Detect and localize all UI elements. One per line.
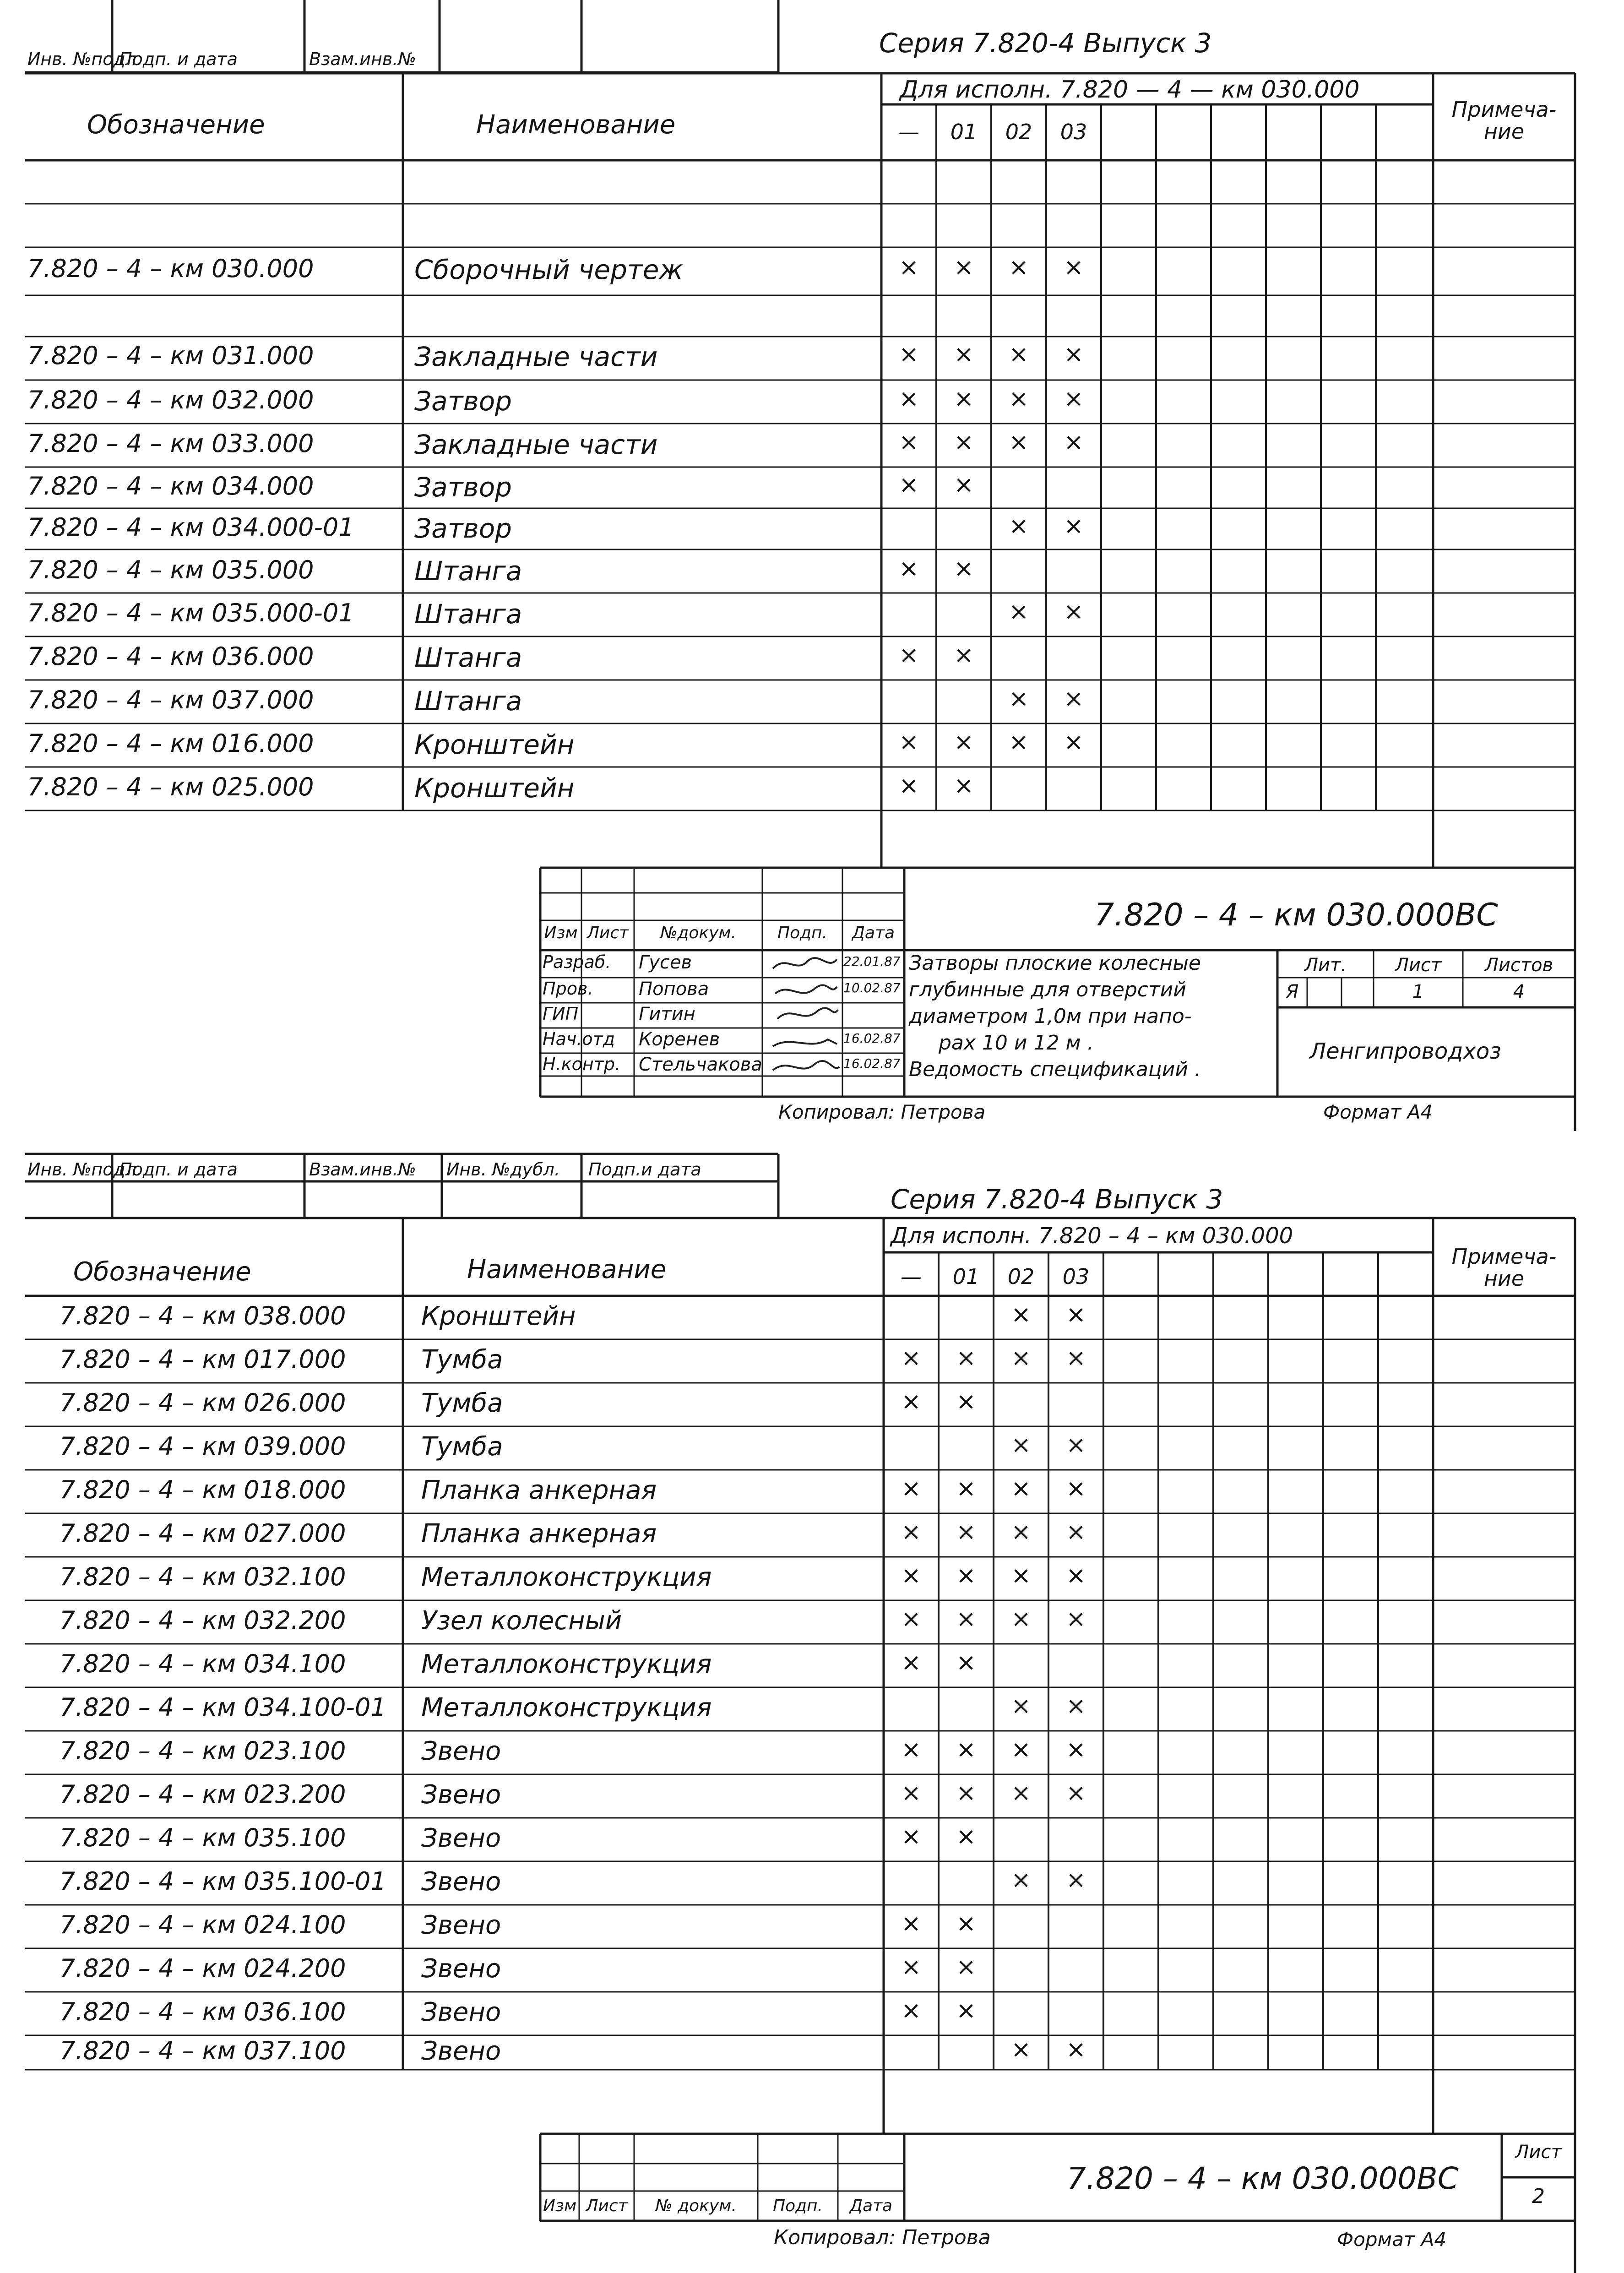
row-name: Звено — [421, 1780, 501, 1810]
row-code: 7.820 – 4 – км 035.100-01 — [60, 1867, 386, 1896]
row-code: 7.820 – 4 – км 018.000 — [60, 1475, 346, 1504]
tb-header-sign: Подп. — [773, 2197, 823, 2215]
exec-mark: × — [956, 1518, 976, 1546]
row-code: 7.820 – 4 – км 027.000 — [60, 1519, 346, 1548]
exec-mark: × — [901, 1823, 921, 1850]
row-name: Звено — [421, 1910, 501, 1940]
exec-col-base: — — [901, 1264, 922, 1289]
row-code: 7.820 – 4 – км 033.000 — [27, 429, 314, 458]
tb-header-izm: Изм — [543, 2197, 577, 2215]
row-name: Звено — [421, 1997, 501, 2027]
exec-mark: × — [1066, 1736, 1086, 1763]
col-name: Наименование — [476, 110, 676, 140]
exec-mark: × — [1064, 341, 1084, 368]
exec-col-01: 01 — [950, 120, 978, 144]
exec-mark: × — [899, 429, 919, 456]
stamp-vzam-inv: Взам.инв.№ — [309, 49, 416, 69]
title-line-5: Ведомость спецификаций . — [909, 1058, 1201, 1081]
exec-mark: × — [954, 429, 974, 456]
tb-lit-label: Лит. — [1304, 955, 1347, 976]
copied-by: Копировал: Петрова — [774, 2226, 991, 2249]
exec-mark: × — [1009, 254, 1029, 281]
exec-mark: × — [1064, 598, 1084, 625]
row-name: Затвор — [414, 472, 512, 503]
exec-mark: × — [1066, 1301, 1086, 1328]
row-code: 7.820 – 4 – км 034.000-01 — [27, 513, 354, 542]
row-code: 7.820 – 4 – км 032.200 — [60, 1606, 346, 1635]
exec-mark: × — [901, 1475, 921, 1502]
col-note: Примеча-ние — [1451, 1244, 1557, 1291]
exec-mark: × — [901, 1779, 921, 1807]
tb-role: Разраб. — [543, 952, 611, 972]
exec-mark: × — [956, 1475, 976, 1502]
row-name: Металлоконструкция — [421, 1693, 712, 1723]
tb-person-name: Коренев — [639, 1029, 720, 1050]
exec-mark: × — [956, 1649, 976, 1676]
exec-mark: × — [1011, 1736, 1031, 1763]
exec-mark: × — [954, 642, 974, 669]
exec-mark: × — [901, 1344, 921, 1372]
row-name: Кронштейн — [421, 1301, 576, 1331]
exec-mark: × — [956, 1736, 976, 1763]
exec-mark: × — [901, 1649, 921, 1676]
row-code: 7.820 – 4 – км 036.100 — [60, 1997, 346, 2026]
exec-mark: × — [1064, 429, 1084, 456]
exec-mark: × — [1066, 2036, 1086, 2063]
tb-person-name: Гитин — [639, 1004, 695, 1025]
exec-mark: × — [1011, 1301, 1031, 1328]
tb-role: Нач.отд — [543, 1029, 615, 1049]
tb-date: 16.02.87 — [843, 1031, 901, 1046]
tb-lit-value: Я — [1286, 981, 1299, 1002]
tb-person-name: Стельчакова — [639, 1054, 762, 1075]
exec-mark: × — [1066, 1475, 1086, 1502]
row-code: 7.820 – 4 – км 035.000-01 — [27, 598, 354, 627]
row-name: Тумба — [421, 1345, 503, 1375]
exec-col-03: 03 — [1062, 1264, 1090, 1289]
exec-col-02: 02 — [1005, 120, 1032, 144]
row-code: 7.820 – 4 – км 024.200 — [60, 1954, 346, 1983]
exec-mark: × — [1009, 341, 1029, 368]
row-code: 7.820 – 4 – км 016.000 — [27, 729, 314, 758]
exec-mark: × — [899, 642, 919, 669]
tb-header-date: Дата — [849, 2197, 893, 2215]
tb-person-name: Попова — [639, 979, 709, 1000]
row-name: Закладные части — [414, 429, 658, 460]
format-label: Формат А4 — [1323, 1101, 1433, 1123]
row-code: 7.820 – 4 – км 038.000 — [60, 1301, 346, 1330]
exec-mark: × — [1064, 729, 1084, 756]
exec-mark: × — [901, 1562, 921, 1589]
exec-mark: × — [1011, 1605, 1031, 1633]
tb-header-docnum: № докум. — [655, 2197, 737, 2215]
row-code: 7.820 – 4 – км 039.000 — [60, 1432, 346, 1461]
title-line-2: глубинные для отверстий — [909, 978, 1186, 1001]
stamp-vzam-inv: Взам.инв.№ — [309, 1159, 416, 1180]
exec-mark: × — [956, 1605, 976, 1633]
exec-mark: × — [956, 1910, 976, 1937]
exec-mark: × — [899, 772, 919, 799]
row-name: Металлоконструкция — [421, 1649, 712, 1679]
organization: Ленгипроводхоз — [1309, 1039, 1501, 1064]
tb-sheets-value: 4 — [1513, 981, 1525, 1002]
col-execution: Для исполн. 7.820 — 4 — км 030.000 — [900, 76, 1360, 103]
title-line-4: рах 10 и 12 м . — [939, 1031, 1094, 1055]
row-name: Узел колесный — [421, 1606, 622, 1636]
tb-sheet-value: 1 — [1412, 981, 1424, 1002]
exec-mark: × — [1011, 1692, 1031, 1720]
exec-col-03: 03 — [1060, 120, 1087, 144]
exec-mark: × — [1011, 1431, 1031, 1459]
row-name: Планка анкерная — [421, 1475, 657, 1505]
exec-mark: × — [956, 1344, 976, 1372]
exec-mark: × — [1011, 2036, 1031, 2063]
exec-col-01: 01 — [952, 1264, 980, 1289]
tb-header-docnum: №докум. — [660, 924, 736, 942]
exec-mark: × — [954, 341, 974, 368]
exec-mark: × — [1066, 1431, 1086, 1459]
row-code: 7.820 – 4 – км 032.100 — [60, 1562, 346, 1591]
exec-mark: × — [899, 471, 919, 499]
exec-mark: × — [1009, 429, 1029, 456]
stamp-inv-dubl: Инв. №дубл. — [446, 1159, 560, 1180]
format-label: Формат А4 — [1337, 2228, 1447, 2251]
exec-mark: × — [954, 471, 974, 499]
row-name: Звено — [421, 1954, 501, 1984]
row-code: 7.820 – 4 – км 025.000 — [27, 772, 314, 801]
exec-mark: × — [901, 1605, 921, 1633]
stamp-podp-date: Подп. и дата — [119, 49, 238, 69]
exec-mark: × — [954, 729, 974, 756]
exec-mark: × — [1011, 1779, 1031, 1807]
exec-mark: × — [1011, 1866, 1031, 1894]
col-designation: Обозначение — [73, 1257, 251, 1287]
exec-mark: × — [1064, 685, 1084, 712]
tb-header-list: Лист — [587, 924, 629, 942]
row-name: Планка анкерная — [421, 1519, 657, 1549]
row-code: 7.820 – 4 – км 035.000 — [27, 555, 314, 584]
tb-sheet-label: Лист — [1515, 2142, 1562, 2163]
row-code: 7.820 – 4 – км 026.000 — [60, 1388, 346, 1417]
exec-col-02: 02 — [1007, 1264, 1035, 1289]
exec-mark: × — [956, 1562, 976, 1589]
row-name: Тумба — [421, 1432, 503, 1462]
row-code: 7.820 – 4 – км 037.000 — [27, 685, 314, 714]
row-code: 7.820 – 4 – км 023.100 — [60, 1736, 346, 1765]
exec-mark: × — [1066, 1344, 1086, 1372]
row-name: Штанга — [414, 598, 522, 630]
sheet-1 — [0, 0, 1624, 1131]
exec-mark: × — [954, 555, 974, 582]
exec-mark: × — [1066, 1605, 1086, 1633]
doc-code: 7.820 – 4 – км 030.000ВС — [1067, 2161, 1459, 2196]
row-name: Металлоконструкция — [421, 1562, 712, 1592]
exec-mark: × — [1064, 512, 1084, 540]
exec-mark: × — [1066, 1562, 1086, 1589]
tb-header-izm: Изм — [544, 924, 578, 942]
series-label: Серия 7.820-4 Выпуск 3 — [891, 1184, 1223, 1215]
exec-mark: × — [1011, 1518, 1031, 1546]
row-code: 7.820 – 4 – км 023.200 — [60, 1780, 346, 1809]
row-code: 7.820 – 4 – км 035.100 — [60, 1823, 346, 1852]
row-name: Тумба — [421, 1388, 503, 1418]
exec-mark: × — [901, 1953, 921, 1981]
exec-mark: × — [899, 385, 919, 413]
row-name: Штанга — [414, 642, 522, 673]
row-name: Затвор — [414, 513, 512, 544]
row-name: Сборочный чертеж — [414, 254, 683, 285]
col-name: Наименование — [467, 1255, 667, 1284]
row-code: 7.820 – 4 – км 034.100 — [60, 1649, 346, 1678]
exec-mark: × — [901, 1997, 921, 2024]
exec-mark: × — [899, 729, 919, 756]
tb-sheet-label: Лист — [1395, 955, 1442, 976]
stamp-podp-date-2: Подп.и дата — [588, 1159, 701, 1180]
sheet-2 — [0, 1131, 1624, 2273]
tb-sheet-value: 2 — [1532, 2185, 1545, 2208]
exec-mark: × — [1011, 1344, 1031, 1372]
exec-mark: × — [1066, 1779, 1086, 1807]
row-code: 7.820 – 4 – км 037.100 — [60, 2036, 346, 2065]
col-note: Примеча-ние — [1451, 97, 1557, 144]
exec-mark: × — [1009, 385, 1029, 413]
row-code: 7.820 – 4 – км 017.000 — [60, 1345, 346, 1374]
exec-mark: × — [1009, 729, 1029, 756]
tb-date: 16.02.87 — [843, 1056, 901, 1071]
exec-mark: × — [1066, 1692, 1086, 1720]
exec-mark: × — [1009, 512, 1029, 540]
exec-mark: × — [956, 1997, 976, 2024]
tb-date: 22.01.87 — [843, 954, 901, 969]
tb-role: Н.контр. — [543, 1054, 621, 1074]
col-designation: Обозначение — [87, 110, 265, 140]
stamp-inv-podl: Инв. №подл. — [27, 49, 142, 69]
col-execution: Для исполн. 7.820 – 4 – км 030.000 — [891, 1223, 1293, 1249]
row-code: 7.820 – 4 – км 034.000 — [27, 472, 314, 500]
tb-person-name: Гусев — [639, 952, 692, 973]
exec-mark: × — [1011, 1562, 1031, 1589]
row-name: Звено — [421, 1736, 501, 1766]
exec-mark: × — [956, 1388, 976, 1415]
tb-date: 10.02.87 — [843, 980, 901, 995]
exec-mark: × — [901, 1518, 921, 1546]
row-name: Звено — [421, 1823, 501, 1853]
stamp-podp-date: Подп. и дата — [119, 1159, 238, 1180]
exec-mark: × — [1066, 1866, 1086, 1894]
exec-mark: × — [954, 254, 974, 281]
exec-mark: × — [1009, 598, 1029, 625]
row-name: Звено — [421, 1867, 501, 1897]
exec-col-base: — — [898, 120, 919, 144]
exec-mark: × — [956, 1953, 976, 1981]
row-code: 7.820 – 4 – км 036.000 — [27, 642, 314, 671]
tb-role: Пров. — [543, 979, 593, 999]
exec-mark: × — [901, 1910, 921, 1937]
series-label: Серия 7.820-4 Выпуск 3 — [879, 27, 1212, 59]
tb-header-date: Дата — [852, 924, 895, 942]
tb-sheets-label: Листов — [1484, 955, 1553, 976]
tb-header-list: Лист — [586, 2197, 628, 2215]
row-name: Затвор — [414, 386, 512, 417]
row-code: 7.820 – 4 – км 024.100 — [60, 1910, 346, 1939]
title-line-3: диаметром 1,0м при напо- — [909, 1005, 1192, 1028]
exec-mark: × — [1009, 685, 1029, 712]
exec-mark: × — [1064, 385, 1084, 413]
row-code: 7.820 – 4 – км 030.000 — [27, 254, 314, 283]
exec-mark: × — [901, 1388, 921, 1415]
exec-mark: × — [956, 1823, 976, 1850]
title-line-1: Затворы плоские колесные — [909, 952, 1201, 975]
exec-mark: × — [956, 1779, 976, 1807]
exec-mark: × — [1011, 1475, 1031, 1502]
row-name: Звено — [421, 2036, 501, 2066]
row-code: 7.820 – 4 – км 032.000 — [27, 386, 314, 414]
row-name: Закладные части — [414, 341, 658, 372]
tb-header-sign: Подп. — [777, 924, 827, 942]
row-code: 7.820 – 4 – км 034.100-01 — [60, 1693, 386, 1722]
exec-mark: × — [899, 555, 919, 582]
exec-mark: × — [1064, 254, 1084, 281]
copied-by: Копировал: Петрова — [778, 1101, 986, 1123]
exec-mark: × — [954, 385, 974, 413]
exec-mark: × — [899, 341, 919, 368]
row-code: 7.820 – 4 – км 031.000 — [27, 341, 314, 370]
row-name: Кронштейн — [414, 729, 575, 760]
row-name: Штанга — [414, 685, 522, 717]
exec-mark: × — [901, 1736, 921, 1763]
tb-role: ГИП — [543, 1004, 579, 1024]
stamp-inv-podl: Инв. №подл. — [27, 1159, 142, 1180]
doc-code: 7.820 – 4 – км 030.000ВС — [1094, 897, 1498, 933]
exec-mark: × — [954, 772, 974, 799]
exec-mark: × — [1066, 1518, 1086, 1546]
exec-mark: × — [899, 254, 919, 281]
signatures-image — [764, 950, 842, 1097]
row-name: Штанга — [414, 555, 522, 587]
row-name: Кронштейн — [414, 772, 575, 804]
